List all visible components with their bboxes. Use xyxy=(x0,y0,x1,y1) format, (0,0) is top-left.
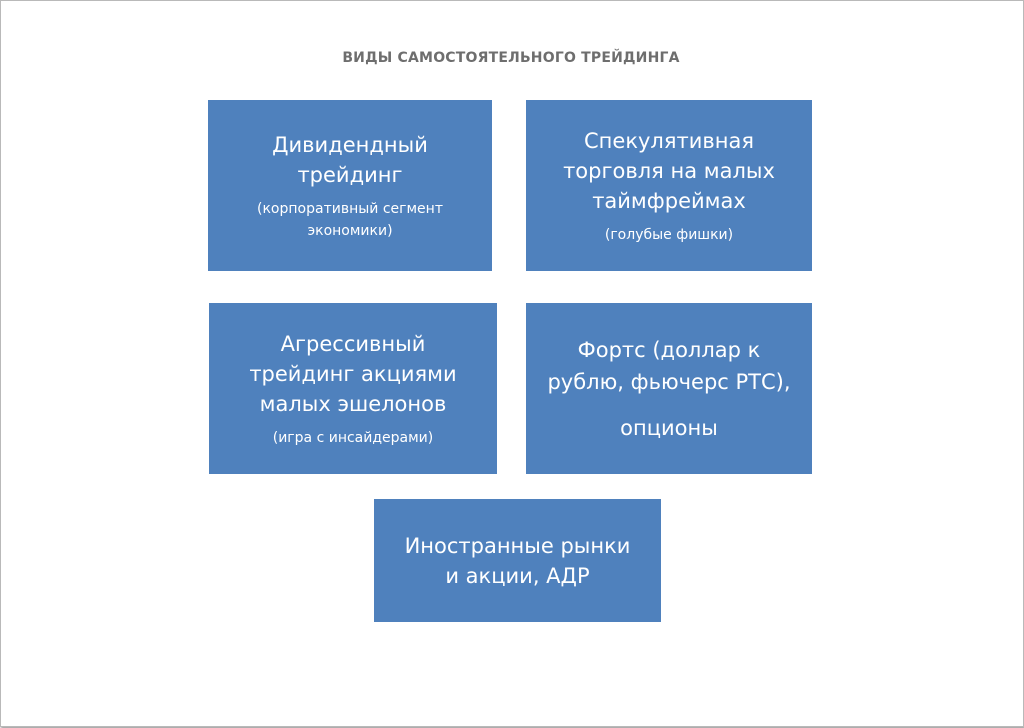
box-main-text: Дивидендный трейдинг xyxy=(272,132,428,187)
box-foreign-markets xyxy=(374,499,661,622)
box-speculative-trading xyxy=(526,100,812,271)
box-main-text: Фортс (доллар к рублю, фьючерс РТС), xyxy=(547,337,791,394)
diagram-title: ВИДЫ САМОСТОЯТЕЛЬНОГО ТРЕЙДИНГА xyxy=(342,50,680,66)
box-main-text-2: опционы xyxy=(620,415,718,440)
box-aggressive-trading xyxy=(209,303,497,474)
box-sub-text: (игра с инсайдерами) xyxy=(272,429,434,446)
box-main-text: Иностранные рынки и акции, АДР xyxy=(404,533,631,588)
box-forts xyxy=(526,303,812,474)
box-main-text: Спекулятивная торговля на малых таймфреймах xyxy=(563,128,775,213)
box-sub-text: (голубые фишки) xyxy=(604,226,734,243)
box-main-text: Агрессивный трейдинг акциями малых эшелонов xyxy=(249,331,457,416)
box-dividend-trading xyxy=(208,100,492,271)
box-sub-text: (корпоративный сегмент экономики) xyxy=(257,200,443,239)
